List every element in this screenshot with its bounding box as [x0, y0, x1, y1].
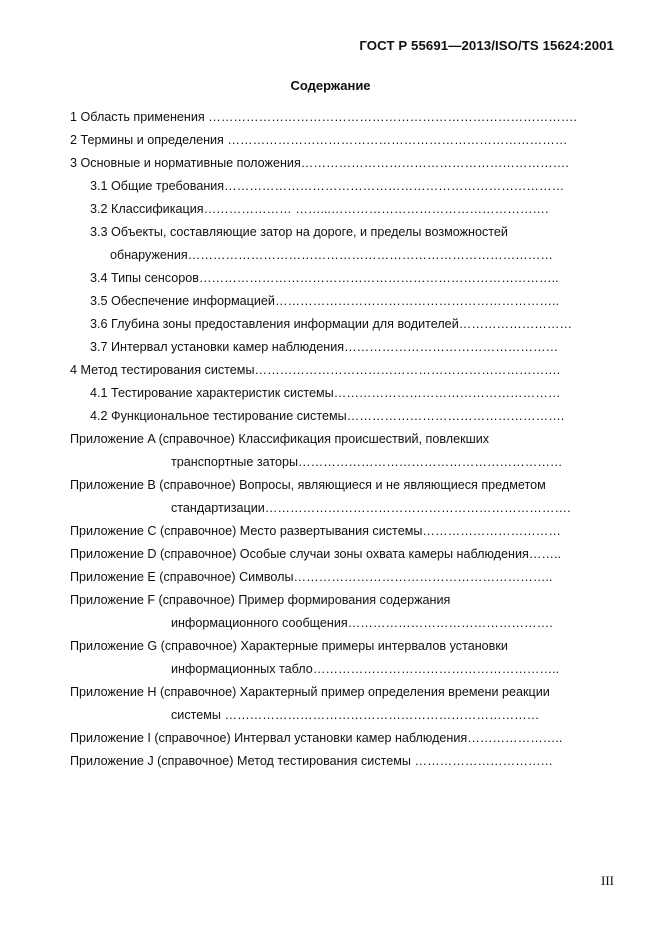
toc-entry-label: 3.3 Объекты, составляющие затор на дороге, и пределы возможностей — [90, 225, 508, 239]
toc-entry-leader: ……………………………………………………………………… — [227, 133, 568, 147]
toc-entry-leader: ………………………………………………………….. — [274, 294, 560, 308]
toc-entry[interactable] — [70, 132, 567, 148]
toc-entry-label: системы — [171, 708, 225, 722]
toc-entry[interactable] — [171, 454, 563, 470]
document-header: ГОСТ Р 55691—2013/ISO/TS 15624:2001 — [359, 38, 614, 53]
toc-entry-leader: ………………………………………………………………. — [264, 501, 571, 515]
toc-entry-label: Приложение E (справочное) Символы — [70, 570, 294, 584]
toc-entry-leader: ……………………………………………… — [333, 386, 561, 400]
toc-entry-label: Приложение J (справочное) Метод тестирования системы — [70, 754, 415, 768]
toc-entry-label: 4.1 Тестирование характеристик системы — [90, 386, 334, 400]
toc-entry-leader: ………………………………………………….. — [312, 662, 560, 676]
toc-entry-label: информационных табло — [171, 662, 313, 676]
toc-entry-leader: …………………………………………. — [347, 616, 553, 630]
toc-entry[interactable] — [171, 500, 571, 516]
toc-entry-leader: ………………… ……...……………………………………………. — [203, 202, 549, 216]
page-number: III — [601, 873, 614, 888]
toc-entry[interactable] — [171, 661, 559, 677]
toc-entry-leader: ……………………………………………………… — [298, 455, 563, 469]
toc-entry-label: Приложение G (справочное) Характерные примеры интервалов установки — [70, 639, 508, 653]
toc-entry-leader: ………………………………………………………………… — [224, 708, 540, 722]
toc-entry[interactable] — [90, 385, 560, 401]
toc-entry[interactable] — [90, 178, 564, 194]
toc-entry[interactable] — [70, 730, 562, 746]
toc-entry-label: 3.5 Обеспечение информацией — [90, 294, 275, 308]
toc-entry[interactable] — [90, 293, 559, 309]
toc-entry[interactable] — [70, 569, 552, 585]
toc-entry-label: 4.2 Функциональное тестирование системы — [90, 409, 347, 423]
toc-entry-label: 3.7 Интервал установки камер наблюдения — [90, 340, 345, 354]
toc-entry-leader: …………………………………………………………………………… — [187, 248, 553, 262]
toc-entry-label: стандартизации — [171, 501, 265, 515]
toc-entry-label: Приложение I (справочное) Интервал установки камер наблюдения — [70, 731, 468, 745]
toc-entry-label: Приложение B (справочное) Вопросы, являющиеся и не являющиеся предметом — [70, 478, 546, 492]
toc-entry-leader: ………………………………………………………. — [300, 156, 569, 170]
toc-entry[interactable] — [70, 523, 561, 539]
toc-entry-leader: …………………………………………………….. — [293, 570, 553, 584]
toc-entry[interactable] — [110, 247, 553, 263]
toc-entry[interactable] — [70, 431, 489, 447]
toc-entry-label: 3.6 Глубина зоны предоставления информации для водителей — [90, 317, 459, 331]
toc-entry[interactable] — [70, 477, 546, 493]
toc-entry-label: 3.2 Классификация — [90, 202, 204, 216]
toc-entry[interactable] — [70, 753, 553, 769]
toc-entry-label: Приложение D (справочное) Особые случаи зоны охвата камеры наблюдения — [70, 547, 529, 561]
toc-entry-leader: ………………….. — [467, 731, 563, 745]
toc-entry[interactable] — [70, 546, 561, 562]
toc-entry[interactable] — [70, 638, 508, 654]
toc-entry[interactable] — [70, 592, 450, 608]
toc-entry[interactable] — [90, 270, 559, 286]
toc-entry[interactable] — [90, 201, 549, 217]
toc-entry-label: Приложение F (справочное) Пример формирования содержания — [70, 593, 451, 607]
toc-entry-leader: …………………………… — [414, 754, 553, 768]
toc-entry-label: 3 Основные и нормативные положения — [70, 156, 301, 170]
toc-entry-leader: ……………………… — [458, 317, 573, 331]
toc-entry-leader: …………………………………………… — [344, 340, 559, 354]
toc-entry-leader: ……………………………………………. — [346, 409, 565, 423]
toc-entry-label: 2 Термины и определения — [70, 133, 228, 147]
toc-entry[interactable] — [90, 339, 558, 355]
toc-entry-leader: …….. — [528, 547, 562, 561]
toc-entry[interactable] — [70, 684, 550, 700]
toc-entry-label: Приложение A (справочное) Классификация происшествий, повлекших — [70, 432, 490, 446]
toc-entry-leader: ………………………………………………………………. — [254, 363, 561, 377]
toc-entry-label: информационного сообщения — [171, 616, 348, 630]
page-title: Содержание — [290, 78, 371, 93]
toc-entry-label: 4 Метод тестирования системы — [70, 363, 255, 377]
toc-entry-label: обнаружения — [110, 248, 188, 262]
toc-entry-leader: ……………………………………………………………………… — [224, 179, 565, 193]
toc-entry[interactable] — [90, 316, 572, 332]
toc-entry[interactable] — [70, 109, 577, 125]
toc-entry[interactable] — [171, 615, 553, 631]
toc-entry-label: Приложение C (справочное) Место развертывания системы — [70, 524, 423, 538]
toc-entry-label: 3.4 Типы сенсоров — [90, 271, 199, 285]
toc-entry-label: 1 Область применения — [70, 110, 209, 124]
toc-entry-label: транспортные заторы — [171, 455, 299, 469]
toc-entry-leader: …………………………… — [422, 524, 561, 538]
toc-entry[interactable] — [70, 155, 569, 171]
toc-entry[interactable] — [70, 362, 560, 378]
toc-entry-label: Приложение H (справочное) Характерный пример определения времени реакции — [70, 685, 550, 699]
toc-entry[interactable] — [90, 408, 564, 424]
toc-entry-label: 3.1 Общие требования — [90, 179, 225, 193]
toc-entry-leader: ………………………………………………………………………….. — [198, 271, 559, 285]
toc-entry[interactable] — [90, 224, 508, 240]
toc-entry[interactable] — [171, 707, 539, 723]
toc-entry-leader: ……………………………………………………………………………. — [208, 110, 577, 124]
